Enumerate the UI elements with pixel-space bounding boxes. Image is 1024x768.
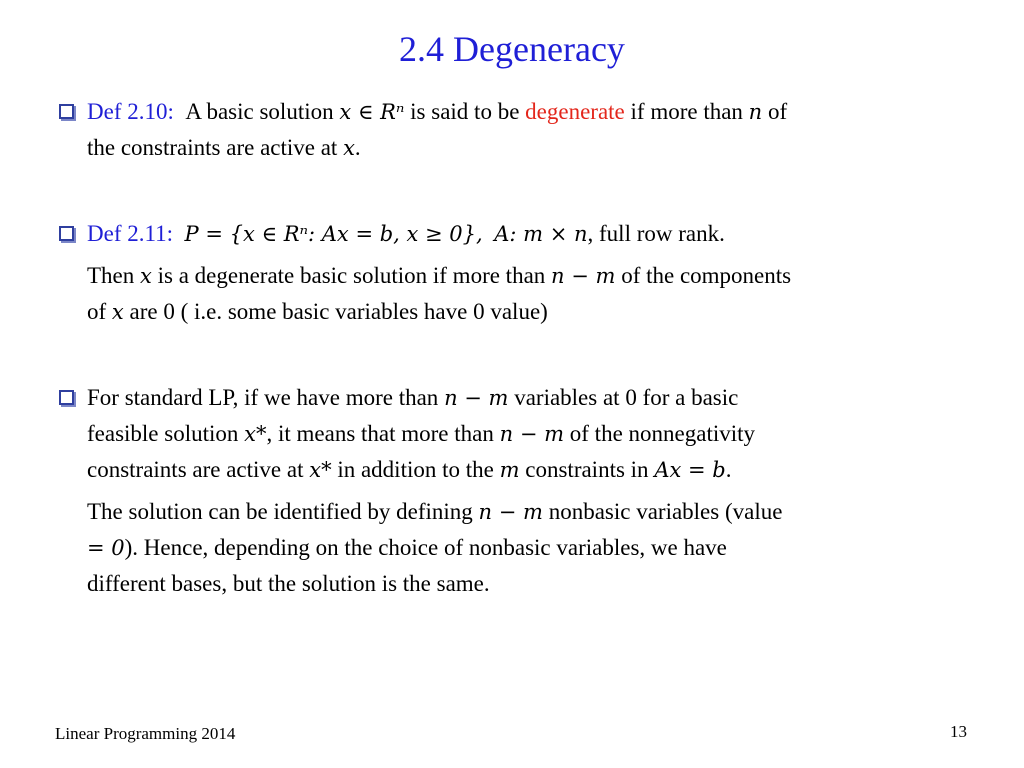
def-2-11-line-2 <box>58 258 978 294</box>
text: feasible solution <box>87 421 245 446</box>
standard-lp-block <box>58 380 978 602</box>
def-2-10-line-2 <box>58 130 978 166</box>
math: x ∈ Rⁿ <box>339 100 405 124</box>
def-2-11-label: Def 2.11: <box>87 221 174 246</box>
standard-lp-line-5 <box>58 530 978 566</box>
math: m <box>499 458 520 482</box>
text: , it means that more than <box>266 421 500 446</box>
text: is a degenerate basic solution if more than <box>151 263 552 288</box>
math: = 0 <box>87 536 125 560</box>
text: , full row rank. <box>587 221 725 246</box>
text: variables at 0 for a basic <box>508 385 739 410</box>
text: nonbasic variables (value <box>542 499 783 524</box>
footer-course-label: Linear Programming 2014 <box>55 724 236 743</box>
math: x* <box>244 422 267 446</box>
standard-lp-line-4 <box>58 494 978 530</box>
math: x* <box>309 458 332 482</box>
def-2-10-block <box>58 94 978 166</box>
math: x <box>343 136 355 160</box>
text: of the components <box>615 263 792 288</box>
math: Ax = b <box>654 458 726 482</box>
text: constraints are active at <box>87 457 310 482</box>
math: n − m <box>478 500 543 524</box>
def-2-11-line-1 <box>58 216 978 252</box>
text: . <box>354 135 361 160</box>
math: P = {x ∈ Rⁿ: Ax = b, x ≥ 0}, <box>184 222 483 246</box>
math: n − m <box>551 264 616 288</box>
text: in addition to the <box>331 457 500 482</box>
text: Then <box>87 263 141 288</box>
degenerate-highlight: degenerate <box>525 99 625 124</box>
checkbox-bullet-icon <box>59 390 74 405</box>
math: n − m <box>444 386 509 410</box>
standard-lp-line-2 <box>58 416 978 452</box>
text: The solution can be identified by defining <box>87 499 479 524</box>
page-number: 13 <box>950 722 967 741</box>
def-2-10-label: Def 2.10: <box>87 99 174 124</box>
text: For standard LP, if we have more than <box>87 385 445 410</box>
standard-lp-line-6 <box>58 566 978 602</box>
math: A: m × n <box>494 222 588 246</box>
checkbox-bullet-icon <box>59 226 74 241</box>
text: of the nonnegativity <box>564 421 756 446</box>
math: n <box>748 100 763 124</box>
math: n − m <box>499 422 565 446</box>
text: of <box>762 99 788 124</box>
slide-title: 2.4 Degeneracy <box>399 29 625 69</box>
math: x <box>111 300 124 324</box>
def-2-11-block <box>58 216 978 330</box>
text: if more than <box>624 99 749 124</box>
def-2-11-line-3 <box>58 294 978 330</box>
text: different bases, but the solution is the same. <box>87 571 490 596</box>
text: A basic solution <box>185 99 340 124</box>
standard-lp-line-1 <box>58 380 978 416</box>
math: x <box>140 264 152 288</box>
text: are 0 ( i.e. some basic variables have 0 value) <box>123 299 548 324</box>
text: of <box>87 299 112 324</box>
text: . <box>725 457 732 482</box>
checkbox-bullet-icon <box>59 104 74 119</box>
def-2-10-line-1 <box>58 94 978 130</box>
text: is said to be <box>404 99 526 124</box>
text: ). Hence, depending on the choice of nonbasic variables, we have <box>124 535 727 560</box>
standard-lp-line-3 <box>58 452 978 488</box>
text: constraints in <box>519 457 655 482</box>
text: the constraints are active at <box>87 135 344 160</box>
